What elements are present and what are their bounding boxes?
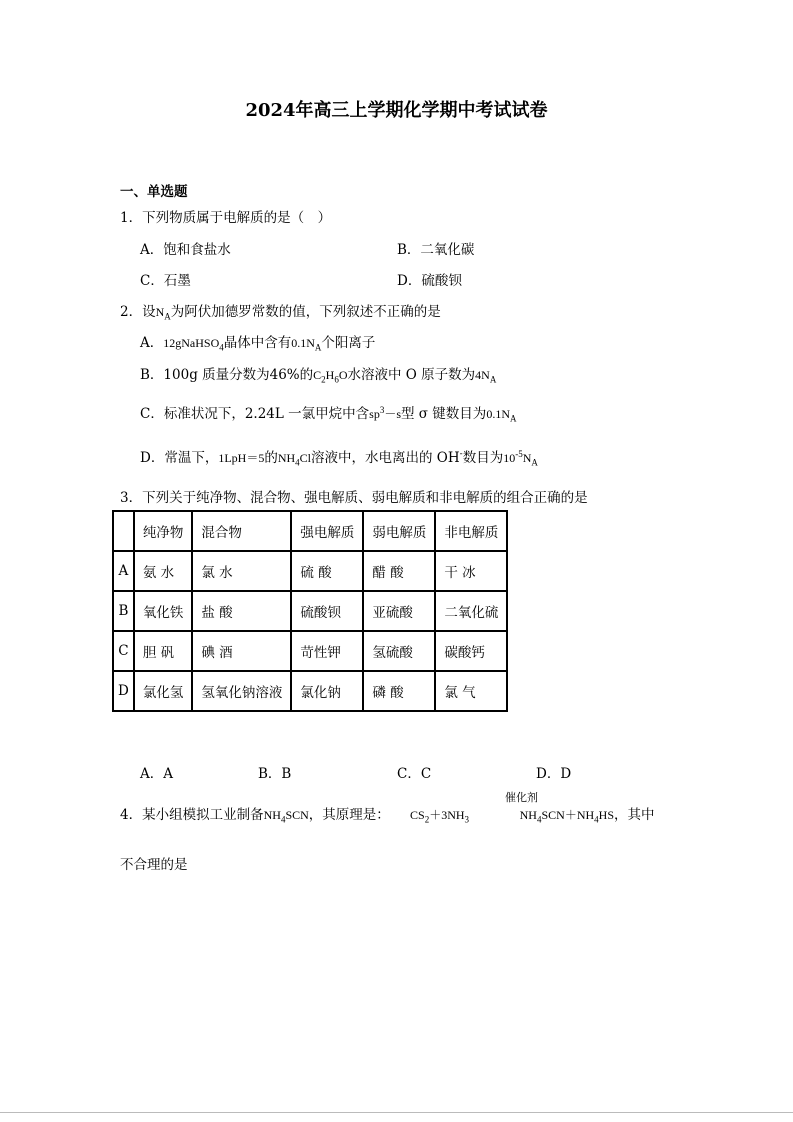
q3-option-d: D．D [536,766,572,782]
q4-stem: 4．某小组模拟工业制备$NH_4SCN$，其原理是： [120,807,390,825]
table-header-cell: 弱电解质 [363,511,435,551]
q1-option-d: D．硫酸钡 [397,273,462,289]
q3-option-b: B．B [258,766,292,782]
table-cell: 氯 水 [192,551,291,591]
table-cell: B [113,591,134,631]
q1-option-c: C．石墨 [140,273,191,289]
table-cell: 胆 矾 [134,631,193,671]
table-row [113,591,507,631]
q4-continuation: 不合理的是 [120,857,188,873]
page-title: 2024年高三上学期化学期中考试试卷 [245,100,548,121]
table-cell: 碘 酒 [192,631,291,671]
table-row [113,671,507,711]
q2-option-b: B．100g 质量分数为46%的$C_2H_6O$水溶液中 O 原子数为$4N_A$ [140,367,497,385]
q2-option-d: D．常温下，1LpH＝5的$NH_4Cl$溶液中，水电离出的 OH-数目为$10^{-5}N_A$ [140,449,538,468]
table-cell: 氢氧化钠溶液 [192,671,291,711]
table-header-cell: 非电解质 [435,511,507,551]
q2-stem: 2．设$N_A$为阿伏加德罗常数的值，下列叙述不正确的是 [120,304,441,322]
q2-option-c: C．标准状况下，2.24L 一氯甲烷中含$sp^3-s$型 σ 键数目为$0.1N_A$ [140,405,517,424]
table-row [113,631,507,671]
table-header-cell [113,511,134,551]
q3-table [112,510,508,712]
table-cell: 硫 酸 [291,551,363,591]
section-heading: 一、单选题 [120,184,188,200]
table-cell: A [113,551,134,591]
table-cell: C [113,631,134,671]
table-cell: 醋 酸 [363,551,435,591]
table-row [113,551,507,591]
page-bottom-divider [0,1112,793,1113]
table-cell: 苛性钾 [291,631,363,671]
q4-reaction-equation: $CS_2+3NH_3$ 催化剂 $NH_4SCN+NH_4HS$，其中 [410,791,655,825]
table-cell: 氨 水 [134,551,193,591]
table-cell: 磷 酸 [363,671,435,711]
q3-option-a: A．A [140,766,173,782]
q1-option-b: B．二氧化碳 [397,242,475,258]
table-cell: 氢硫酸 [363,631,435,671]
catalyst-label: 催化剂 [505,791,538,804]
q3-stem: 3．下列关于纯净物、混合物、强电解质、弱电解质和非电解质的组合正确的是 [120,490,588,506]
table-cell: 碳酸钙 [435,631,507,671]
table-header-row [113,511,507,551]
table-cell: D [113,671,134,711]
table-cell: 氯化钠 [291,671,363,711]
q1-option-a: A．饱和食盐水 [140,242,231,258]
table-header-cell: 混合物 [192,511,291,551]
table-cell: 氯 气 [435,671,507,711]
table-cell: 盐 酸 [192,591,291,631]
table-cell: 二氧化硫 [435,591,507,631]
q1-stem: 1．下列物质属于电解质的是（ ） [120,210,332,226]
table-cell: 亚硫酸 [363,591,435,631]
table-header-cell: 强电解质 [291,511,363,551]
q3-option-c: C．C [397,766,432,782]
na-symbol: $N_A$ [155,305,171,322]
table-header-cell: 纯净物 [134,511,193,551]
table-cell: 硫酸钡 [291,591,363,631]
q2-option-a: A．12gNaHSO$_4$晶体中含有$0.1N_A$个阳离子 [140,335,376,353]
table-cell: 氯化氢 [134,671,193,711]
table-cell: 干 冰 [435,551,507,591]
table-cell: 氧化铁 [134,591,193,631]
